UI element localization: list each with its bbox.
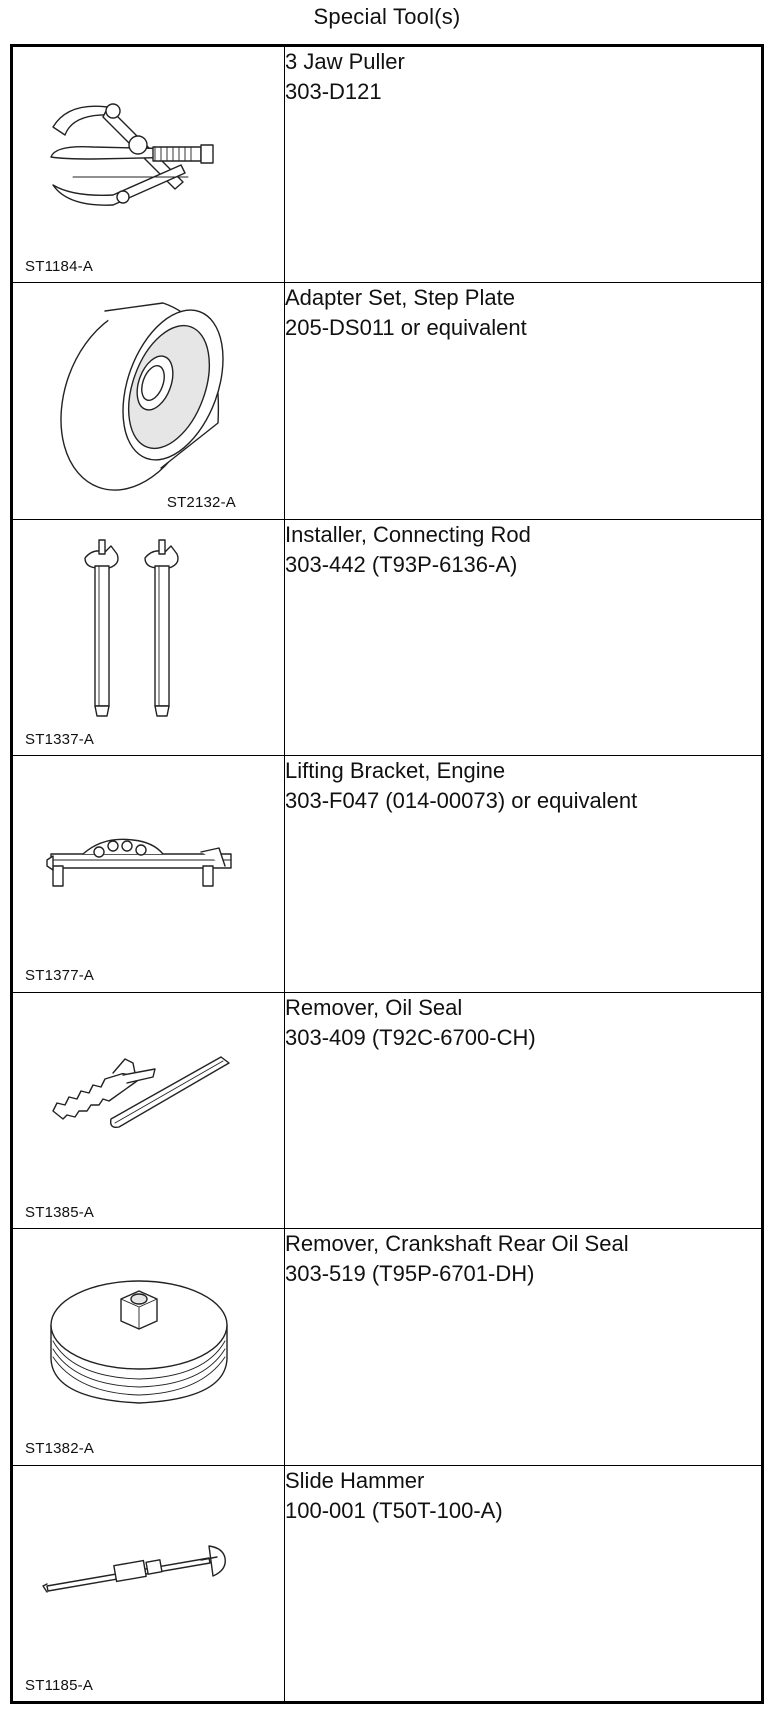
tool-name: Remover, Oil Seal [285,994,463,1020]
tool-image-cell [12,1229,285,1465]
tool-number: 100-001 (T50T-100-A) [285,1497,503,1523]
table-row [12,1465,763,1702]
tool-name: Lifting Bracket, Engine [285,758,506,784]
tool-code: ST1184-A [25,258,94,275]
tool-number: 303-519 (T95P-6701-DH) [285,1261,535,1287]
tool-image-cell [12,519,285,755]
tool-number: 303-409 (T92C-6700-CH) [285,1024,536,1050]
tool-image-cell [12,1465,285,1702]
tool-number: 303-442 (T93P-6136-A) [285,551,518,577]
tool-name: 3 Jaw Puller [285,49,405,74]
table-row [12,1229,763,1465]
tool-description-cell [285,1465,763,1702]
connecting-rod-installer-icon [13,520,284,754]
tool-name: Installer, Connecting Rod [285,521,531,547]
tool-image-cell [12,46,285,283]
tool-image-cell [12,992,285,1228]
tool-code: ST2132-A [166,494,236,512]
oil-seal-remover-icon [13,993,284,1227]
tool-number: 205-DS011 or equivalent [285,315,527,341]
jaw-puller-icon [13,47,284,281]
tool-description-cell [285,46,763,283]
table-row [12,756,763,992]
slide-hammer-icon [13,1466,284,1700]
tool-description-cell [285,992,763,1228]
special-tools-table [10,44,764,1704]
tool-description-cell [285,283,763,519]
rear-seal-remover-icon [13,1229,284,1463]
table-row [12,992,763,1228]
tool-code: ST1377-A [25,967,95,985]
lifting-bracket-icon [13,756,284,990]
tool-image-cell [12,756,285,992]
tool-name: Slide Hammer [285,1467,425,1493]
tool-name: Remover, Crankshaft Rear Oil Seal [285,1231,629,1257]
tool-description-cell [285,519,763,755]
page-title: Special Tool(s) [313,4,461,29]
tool-image-cell [12,283,285,519]
tool-code: ST1337-A [25,730,95,748]
table-row [12,283,763,519]
tool-number: 303-D121 [285,79,382,104]
tool-code: ST1385-A [25,1203,95,1221]
tool-description-cell [285,756,763,992]
tool-number: 303-F047 (014-00073) or equivalent [285,788,638,814]
step-plate-icon [13,283,284,517]
table-row [12,46,763,283]
table-row [12,519,763,755]
tool-name: Adapter Set, Step Plate [285,285,515,311]
tool-code: ST1382-A [25,1440,95,1458]
tool-code: ST1185-A [25,1676,94,1694]
tool-description-cell [285,1229,763,1465]
